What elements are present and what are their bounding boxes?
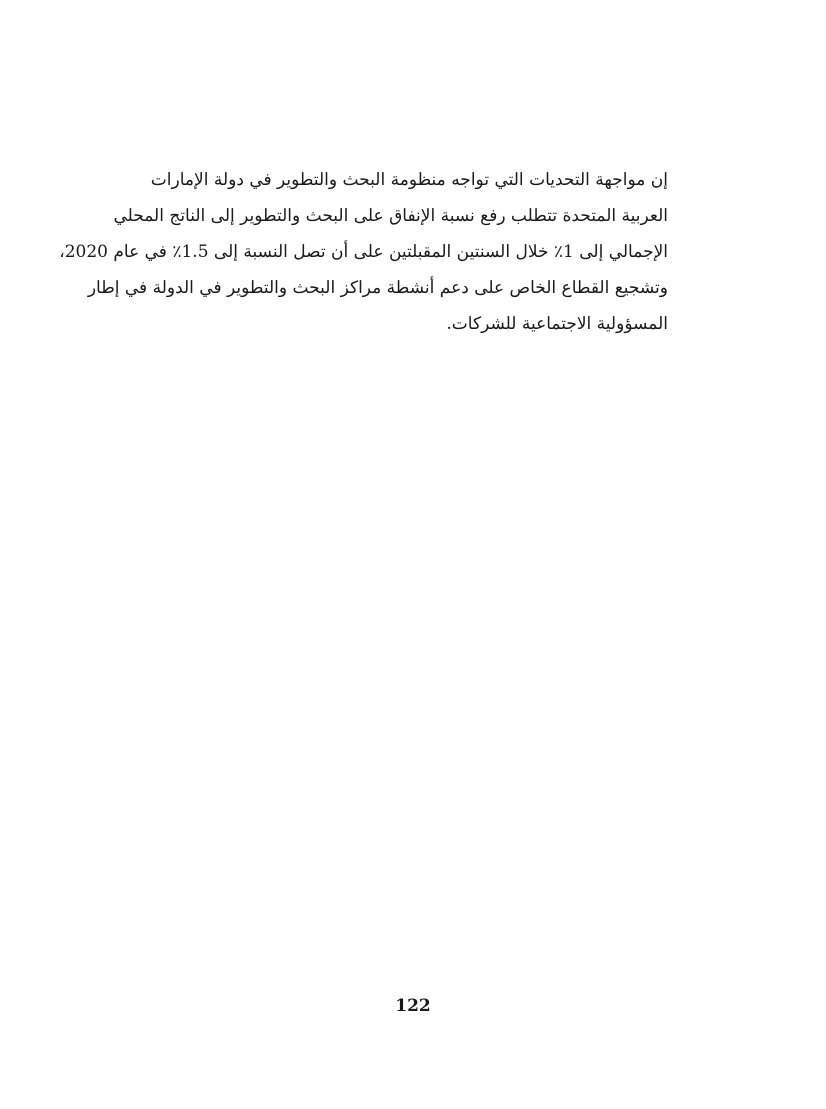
page-number: 122	[395, 996, 431, 1016]
paragraph-line: إن مواجهة التحديات التي تواجه منظومة البحث والتطوير في دولة الإمارات	[150, 170, 668, 190]
paragraph-line: وتشجيع القطاع الخاص على دعم أنشطة مراكز البحث والتطوير في الدولة في إطار	[87, 278, 668, 298]
paragraph-line: المسؤولية الاجتماعية للشركات.	[446, 314, 668, 334]
paragraph-line: الإجمالي إلى 1٪ خلال السنتين المقبلتين على أن تصل النسبة إلى 1.5٪ في عام 2020،	[59, 242, 668, 262]
paragraph-line: العربية المتحدة تتطلب رفع نسبة الإنفاق على البحث والتطوير إلى الناتج المحلي	[113, 206, 668, 226]
body-paragraph	[59, 162, 668, 342]
